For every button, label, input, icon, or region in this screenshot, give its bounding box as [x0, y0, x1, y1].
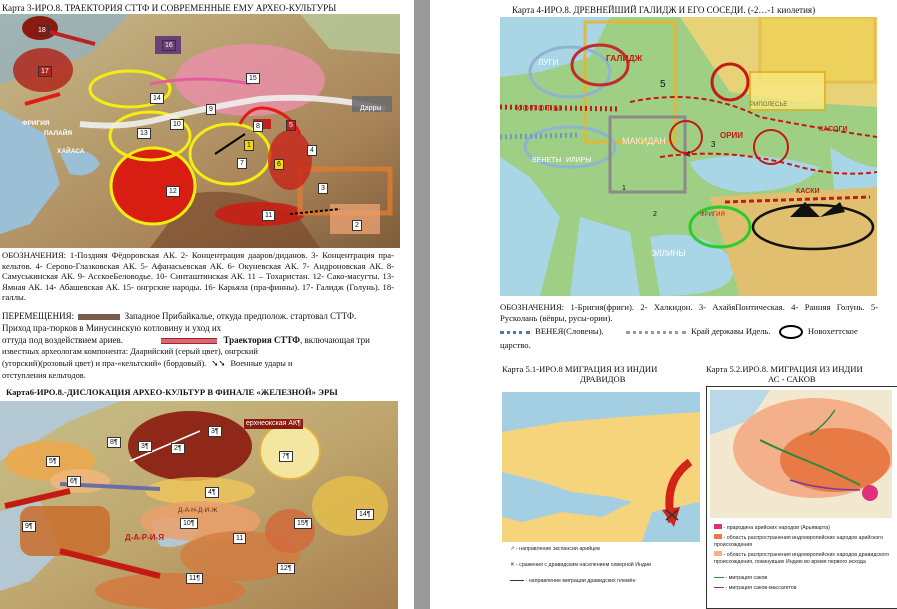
- map3-legend-line4: [2, 335, 370, 345]
- map6-marker-15: 15¶: [294, 518, 312, 529]
- map3-marker-8: 8: [253, 121, 263, 132]
- map4-legend-line2: [500, 325, 858, 339]
- map6-marker-10: 10¶: [180, 518, 198, 529]
- line4-text: оттуда под воздействием ариев.: [2, 335, 123, 345]
- map3-marker-5: 5: [286, 120, 296, 131]
- map52-legend-3: [714, 551, 892, 566]
- map3-legend-line3: Приход пра-тюрков в Минусинскую котловину и уход их: [2, 323, 222, 333]
- legend-text: - миграция саков: [725, 575, 768, 581]
- map6-marker-7: 7¶: [279, 451, 293, 462]
- map3-marker-4: 4: [307, 145, 317, 156]
- map6-marker-8: 8¶: [107, 437, 121, 448]
- map52-title-1: Карта 5.2.ИРО.8. МИГРАЦИЯ ИЗ ИНДИИ: [706, 364, 863, 374]
- map3-legend-line6: [2, 359, 293, 369]
- map52-legend-2: [714, 534, 892, 549]
- swatch-purple-line: [714, 587, 724, 588]
- map51-legend-1: [510, 546, 600, 553]
- map3-marker-16: 16: [162, 40, 176, 51]
- map3-marker-11: 11: [262, 210, 275, 221]
- trajectory-swatch: [161, 338, 217, 344]
- map3-marker-13: 13: [137, 128, 151, 139]
- map4-label-ripolesie: РИПОЛЕСЬЕ: [750, 102, 788, 108]
- left-page: [0, 0, 414, 609]
- veneya-swatch: [500, 331, 530, 334]
- right-page: [430, 0, 897, 609]
- map51-migration-map: [502, 392, 700, 542]
- map6-marker-11a: 11: [233, 533, 246, 544]
- moves-desc: Западное Прибайкалье, откуда предполож. стартовал СТТФ.: [124, 311, 357, 321]
- legend-text: - миграция саков-массагетов: [725, 585, 797, 591]
- map4-label-koloty: КОЛОТЫ: [516, 104, 563, 113]
- map3-label-frigia: ФРИГИЯ: [22, 120, 50, 127]
- line6-strikes: Военные удары и: [230, 359, 293, 368]
- map6-label-dariya: Д-А-Р-И-Я: [125, 533, 164, 542]
- map3-legend-line5: известных археологам компонента: Даарийский (серый цвет), онгрский: [2, 347, 258, 356]
- map6-marker-3b: 3¶: [208, 426, 222, 437]
- map3-marker-9: 9: [206, 104, 216, 115]
- map4-marker-4: 4: [686, 150, 691, 159]
- map4-legend-description: ОБОЗНАЧЕНИЯ: 1-Бригия(фриги). 2- Халкидон. 3- АхайяПонтическая. 4- Ранняя Голунь. 5- Русколань (вёвры, русы-ории).: [500, 302, 878, 323]
- map6-marker-3a: 3¶: [138, 441, 152, 452]
- idel-swatch: [626, 331, 686, 334]
- map6-label-dandizh: Д-А-Н-Д-И-Ж: [178, 507, 218, 514]
- line-arrow-icon: [510, 580, 524, 581]
- map3-marker-12: 12: [166, 186, 180, 197]
- map4-label-venety: ВЕНЕТЫ: [532, 157, 562, 164]
- moves-label: ПЕРЕМЕЩЕНИЯ:: [2, 311, 75, 321]
- map4-label-lugi: ЛУГИ: [538, 58, 559, 67]
- map6-marker-9: 9¶: [22, 521, 36, 532]
- map3-marker-2: 2: [352, 220, 362, 231]
- idel-label: Край державы Идель.: [691, 325, 771, 336]
- map4-label-elliny: ЭЛЛИНЫ: [651, 249, 686, 258]
- map4-marker-5: 5: [660, 79, 666, 90]
- map3-marker-3: 3: [318, 183, 328, 194]
- new-hittite-label: Новохеттское: [807, 325, 858, 336]
- map4-label-makidan: МАКИДАН: [622, 136, 666, 146]
- map3-marker-17: 17: [38, 66, 52, 77]
- map3-legend-description: ОБОЗНАЧЕНИЯ: 1-Поздняя Фёдоровская АК. 2- Концентрация дааров/диданов. 3- Концентрация пра-кельтов. 4- Серово-Глазковская АК. 5- Афанасьевская АК. 6- Окуневская АК. 7- Андроновская АК. 8- Самуськинская АК. 9- АсскоеБеловодье. 10- Синташтинская АК. 11 – Тохаристан. 12- Сако-масугты. 13- Ямная АК. 14- Абашевская АК. 15- онгрские народы. 16- Карьяла (пра-финны). 17- Галидж (Голунь). 18- галлы.: [2, 250, 394, 303]
- map51-legend-3: [510, 578, 636, 585]
- map4-label-kasogi: КАСОГИ: [819, 126, 848, 133]
- swatch-orange: [714, 534, 722, 539]
- swatch-peach: [714, 551, 722, 556]
- legend-text: - прародина арийских народов (Арьяварта): [723, 525, 830, 531]
- map3-label-palaya: ПАЛАЙЯ: [44, 130, 73, 137]
- map3-marker-10: 10: [170, 119, 184, 130]
- map4-label-frigia: ФРИГИЯ: [700, 212, 725, 218]
- map52-title-2: АС - САКОВ: [768, 374, 816, 384]
- map4-label-ilery: ИЛИРЫ: [566, 157, 592, 164]
- red-arrow-icon: ↗: [510, 546, 515, 552]
- swatch-pink: [714, 524, 722, 529]
- map3-marker-1: 1: [244, 140, 254, 151]
- map4-label-galidzh: ГАЛИДЖ: [606, 53, 643, 63]
- map6-title: Карта6-ИРО.8.-ДИСЛОКАЦИЯ АРХЕО-КУЛЬТУР В ФИНАЛЕ «ЖЕЛЕЗНОЙ» ЭРЫ: [6, 387, 338, 397]
- map3-legend-moves: [2, 311, 356, 321]
- legend-text: - область распространения индоевропейских народов дравидского происхождения, покинувших Индию во время первого исхода: [714, 552, 890, 565]
- map3-marker-18: 18: [35, 25, 49, 36]
- map52-migration-map: [710, 390, 892, 518]
- legend-text: - сражения с дравидским населением северной Индии: [515, 562, 651, 568]
- new-hittite-swatch: [779, 325, 803, 339]
- map6-marker-11b: 11¶: [186, 573, 203, 584]
- map51-title-1: Карта 5.1-ИРО.8 МИГРАЦИЯ ИЗ ИНДИИ: [502, 364, 658, 374]
- map6-marker-2: 2¶: [171, 443, 185, 454]
- map3-label-hayasa: ХАЙАСА: [57, 148, 85, 155]
- map4-marker-3: 3: [711, 140, 716, 149]
- map4-marker-2: 2: [653, 211, 657, 218]
- swatch-green-line: [714, 577, 724, 578]
- map3-marker-15: 15: [246, 73, 260, 84]
- map3-marker-6: 6: [274, 159, 284, 170]
- map4-label-kaski: КАСКИ: [796, 188, 820, 195]
- map6-marker-4: 4¶: [205, 487, 219, 498]
- map3-marker-14: 14: [150, 93, 164, 104]
- map3-label-darry: Дарры: [360, 105, 382, 112]
- map52-legend-5: [714, 585, 797, 592]
- map51-title-2: ДРАВИДОВ: [580, 374, 626, 384]
- line6-text: (угорский)(розовый цвет) и пра-«кельтский» (бордовый).: [2, 359, 207, 368]
- map6-marker-5: 5¶: [46, 456, 60, 467]
- map6-label-verhneokskaya: ерхнеокская АК¶: [246, 420, 301, 427]
- trajectory-label: Траектория СТТФ: [223, 335, 300, 345]
- trajectory-rest: , включающая три: [299, 335, 370, 345]
- map3-legend-line7: отступления кельтодов.: [2, 371, 86, 380]
- map52-legend-1: [714, 524, 830, 532]
- cross-swords-icon: ✕: [510, 562, 515, 568]
- map51-legend-2: [510, 562, 651, 569]
- map6-marker-14: 14¶: [356, 509, 374, 520]
- legend-text: - область распространения индоевропейских народов арийского происхождения: [714, 535, 884, 548]
- gray-arrow-swatch: [78, 314, 120, 320]
- map4-legend-line5: царство.: [500, 340, 531, 350]
- map6-marker-12: 12¶: [277, 563, 295, 574]
- legend-text: - направление экспансии арийцев: [515, 546, 600, 552]
- map6-marker-6: 6¶: [67, 476, 81, 487]
- map4-label-orii: ОРИИ: [720, 131, 744, 140]
- map3-marker-7: 7: [237, 158, 247, 169]
- legend-text: - направление миграции дравидских племён: [525, 578, 636, 584]
- map4-marker-1: 1: [622, 185, 626, 192]
- map3-title: Карта 3-ИРО.8. ТРАЕКТОРИЯ СТТФ И СОВРЕМЕННЫЕ ЕМУ АРХЕО-КУЛЬТУРЫ: [2, 3, 337, 13]
- map52-legend-4: [714, 575, 767, 582]
- veneya-label: ВЕНЕЯ(Словены).: [535, 325, 604, 336]
- strike-arrow-icon: ➘➘: [211, 359, 226, 368]
- map4-title: Карта 4-ИРО.8. ДРЕВНЕЙШИЙ ГАЛИДЖ И ЕГО СОСЕДИ. (-2…-1 киолетия): [512, 5, 816, 15]
